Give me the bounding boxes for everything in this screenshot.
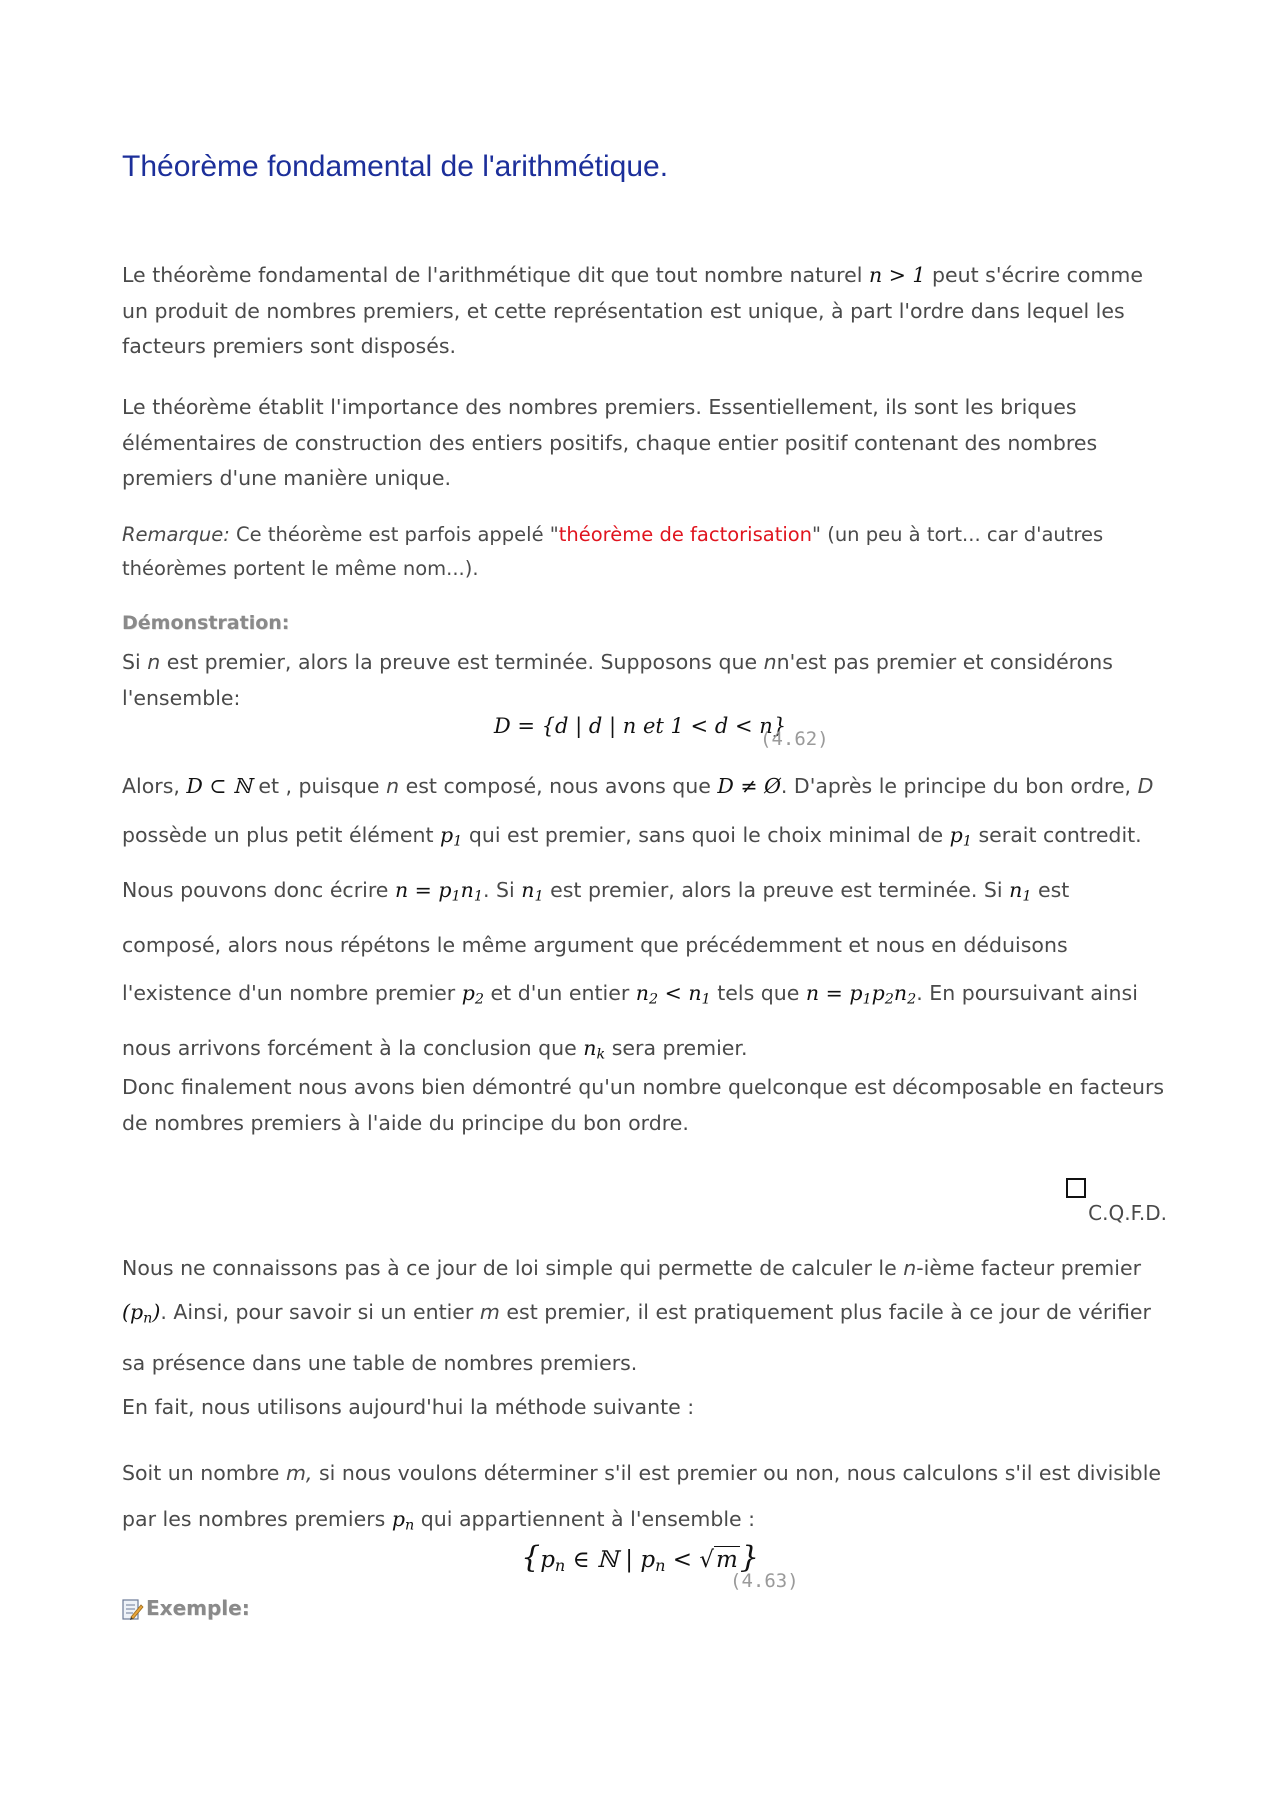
intro-text-b: peut s'écrire comme un produit de nombres premiers, et cette représentation est unique, à part l'ordre dans lequel les facteurs premiers sont disposés.	[122, 263, 1143, 358]
nth-text-b: -ième facteur premier	[916, 1256, 1142, 1280]
paragraph-nth-prime	[122, 1246, 1172, 1385]
nth-n: n	[903, 1256, 917, 1280]
math-n-gt-1: n > 1	[868, 263, 926, 287]
eq2-p-sub: n	[554, 1556, 566, 1576]
math-p1p2n2-a: n = p	[805, 981, 863, 1006]
eq2-sqrt-sign: √	[699, 1547, 714, 1573]
paragraph-intro	[122, 258, 1172, 365]
proof-t4: . D'après le principe du bon ordre,	[780, 774, 1132, 798]
proof-t7: serait contredit. Nous pouvons donc écrire	[122, 822, 1142, 902]
proof-t10: est composé, alors nous répétons le même argument que précédemment et nous en déduisons l'existence d'un nombre premier	[122, 877, 1070, 1006]
math-n-eq-p: n = p	[394, 877, 452, 902]
math-lt-n-sub: 1	[701, 991, 711, 1008]
math-pn-open: (p	[122, 1300, 144, 1324]
eq2-close-brace: }	[739, 1540, 759, 1575]
equation-number-4-63: (4.63)	[730, 1570, 799, 1592]
remark-label: Remarque:	[122, 523, 230, 546]
math-n-eq-n-sub: 1	[473, 888, 483, 905]
math-d-not-empty: D ≠ Ø	[717, 774, 781, 798]
math-n2-sub: 2	[648, 991, 659, 1008]
proof-t8: . Si	[482, 877, 515, 902]
eq2-open-brace: {	[521, 1540, 541, 1575]
math-p1-again-base: p	[949, 822, 963, 847]
math-n1-again-base: n	[1009, 877, 1023, 902]
qed-marker	[1066, 1178, 1167, 1225]
div-m: m,	[285, 1461, 313, 1485]
proof-t2: et , puisque	[258, 774, 380, 798]
paragraph-method: En fait, nous utilisons aujourd'hui la méthode suivante :	[122, 1395, 695, 1419]
notepad-pencil-icon	[122, 1597, 144, 1621]
math-n-eq-p-sub: 1	[451, 888, 461, 905]
math-p1-base: p	[440, 822, 454, 847]
math-p1p2n2-c-sub: 2	[907, 991, 917, 1008]
math-p1p2n2-a-sub: 1	[862, 991, 872, 1008]
math-n-eq-p1n1	[394, 877, 483, 905]
div-text-a: Soit un nombre	[122, 1461, 280, 1485]
remark-text-b: " (un peu à tort... car d'autres théorèmes portent le même nom...).	[122, 523, 1104, 580]
qed-box-icon	[1066, 1178, 1086, 1198]
proof-t11: et d'un entier	[490, 981, 630, 1006]
math-p1p2n2-b-sub: 2	[884, 991, 894, 1008]
eq2-p2-sub: n	[655, 1556, 666, 1576]
math-n1-base: n	[521, 877, 535, 902]
math-p1p2n2-b: p	[871, 981, 885, 1006]
eq2-sqrt-m: m	[716, 1547, 738, 1573]
math-pn-sub: n	[143, 1310, 153, 1327]
qed-text: C.Q.F.D.	[1088, 1201, 1167, 1225]
math-p2-sub: 2	[474, 991, 485, 1008]
demo-line1-b: est premier, alors la preuve est terminée. Supposons que	[166, 650, 758, 674]
math-pn-close: )	[152, 1300, 161, 1324]
paragraph-conclusion: Donc finalement nous avons bien démontré qu'un nombre quelconque est décomposable en facteurs de nombres premiers à l'aide du principe du bon ordre.	[122, 1075, 1165, 1135]
proof-n: n	[386, 774, 400, 798]
equation-4-62: D = {d | d | n et 1 < d < n}	[493, 714, 787, 738]
math-p1-again-sub: 1	[962, 833, 972, 850]
intro-text-a: Le théorème fondamental de l'arithmétique dit que tout nombre naturel	[122, 263, 863, 287]
demo-line1-c: n'est pas premier et considérons l'ensemble:	[122, 650, 1113, 710]
math-n1	[521, 877, 544, 905]
demonstration-colon: :	[281, 612, 290, 634]
proof-t9: est premier, alors la preuve est terminée. Si	[550, 877, 1003, 902]
math-p1p2n2-c: n	[893, 981, 908, 1006]
example-heading	[122, 1596, 250, 1621]
proof-t14: sera premier.	[611, 1036, 748, 1061]
demonstration-label: Démonstration	[122, 612, 282, 634]
eq2-lt: <	[665, 1547, 700, 1573]
proof-d: D	[1137, 774, 1154, 798]
eq2-mid: ∈ ℕ | p	[565, 1547, 656, 1573]
math-p1-again	[949, 822, 972, 850]
equation-4-63	[0, 1540, 1280, 1575]
proof-t6: qui est premier, sans quoi le choix minimal de	[468, 822, 944, 847]
math-n-eq-n: n	[460, 877, 474, 902]
demo-line1-a: Si	[122, 650, 141, 674]
paragraph-divisibility	[122, 1450, 1172, 1549]
math-p2-base: p	[461, 981, 475, 1006]
proof-t3: est composé, nous avons que	[405, 774, 711, 798]
example-label: Exemple:	[146, 1596, 250, 1620]
proof-t13: . En poursuivant ainsi nous arrivons forcément à la conclusion que	[122, 981, 1138, 1061]
math-n1-again-sub: 1	[1022, 888, 1032, 905]
math-p1-sub: 1	[453, 833, 463, 850]
div-text-b: si nous voulons déterminer s'il est premier ou non, nous calculons s'il est divisible par les nombres premiers	[122, 1461, 1162, 1531]
paragraph-importance: Le théorème établit l'importance des nombres premiers. Essentiellement, ils sont les briques élémentaires de construction des entiers positifs, chaque entier positif contenant des nombres premiers d'une manière unique.	[122, 395, 1098, 490]
nth-text-c: . Ainsi, pour savoir si un entier	[160, 1300, 474, 1324]
paragraph-remark	[122, 518, 1172, 585]
math-n2-base: n	[635, 981, 649, 1006]
paragraph-proof	[122, 762, 1172, 1079]
math-pn	[391, 1507, 415, 1534]
math-pn-base-sub: n	[404, 1517, 415, 1534]
math-n1-again	[1009, 877, 1032, 905]
demonstration-line1	[122, 645, 1172, 716]
factorisation-link[interactable]: théorème de factorisation	[558, 523, 813, 546]
proof-t12: tels que	[717, 981, 800, 1006]
math-n1-sub: 1	[534, 888, 544, 905]
page-title: Théorème fondamental de l'arithmétique.	[122, 150, 669, 183]
proof-t5: possède un plus petit élément	[122, 822, 434, 847]
nth-text-a: Nous ne connaissons pas à ce jour de loi simple qui permette de calculer le	[122, 1256, 897, 1280]
math-n2-lt-n1	[635, 981, 711, 1008]
equation-number-4-62: (4.62)	[760, 728, 829, 750]
eq2-p: p	[540, 1547, 555, 1573]
nth-text-d: est premier, il est pratiquement plus facile à ce jour de vérifier sa présence dans une table de nombres premiers.	[122, 1300, 1151, 1375]
demonstration-heading	[122, 612, 289, 634]
math-nk	[583, 1036, 606, 1063]
math-pn-paren	[122, 1300, 161, 1327]
proof-t1: Alors,	[122, 774, 180, 798]
math-nk-sub: k	[596, 1046, 606, 1063]
math-pn-base: p	[391, 1507, 405, 1531]
math-n-eq-p1p2n2	[805, 981, 917, 1008]
demo-line1-n2: n	[763, 650, 777, 674]
demo-line1-n: n	[147, 650, 161, 674]
remark-text-a: Ce théorème est parfois appelé "	[236, 523, 559, 546]
math-lt-n: < n	[658, 981, 702, 1006]
math-p1	[440, 822, 463, 850]
math-d-subset-n: D ⊂ ℕ	[186, 774, 252, 798]
math-nk-base: n	[583, 1036, 597, 1061]
nth-m: m	[479, 1300, 500, 1324]
math-p2	[461, 981, 485, 1008]
div-text-c: qui appartiennent à l'ensemble :	[420, 1507, 756, 1531]
